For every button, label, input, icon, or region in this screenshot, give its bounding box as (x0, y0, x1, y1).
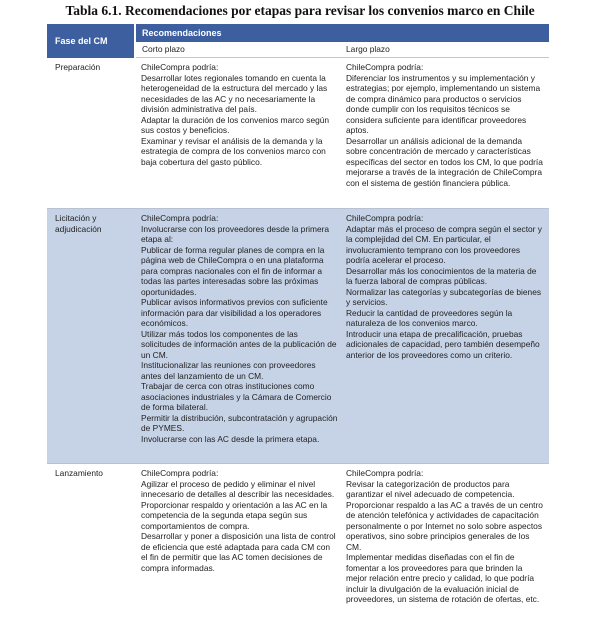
recommendation-item: Reducir la cantidad de proveedores según la naturaleza de los convenios marco. (346, 307, 513, 328)
cell-intro: ChileCompra podría: (346, 468, 424, 478)
recommendations-table (47, 24, 549, 628)
header-corto-plazo: Corto plazo (135, 42, 342, 58)
phase-cell: Lanzamiento (55, 468, 103, 478)
recommendation-item: Utilizar más todos los componentes de las solicitudes de información antes de la publicación de un CM. (141, 328, 337, 360)
recommendation-item: Proporcionar respaldo y orientación a las AC en la competencia de la segunda etapa según sus comportamientos de compra. (141, 499, 328, 531)
phase-cell: Preparación (47, 58, 135, 209)
recommendation-item: Desarrollar lotes regionales tomando en cuenta la heterogeneidad de la estructura del mercado y las necesidades de las AC y no necesariamente la división administrativa del país. (141, 72, 328, 114)
recommendation-item: Publicar avisos informativos previos con suficiente información para dar visibilidad a los operadores económicos. (141, 297, 328, 328)
recommendation-item: Involucrarse con las AC desde la primera etapa. (141, 433, 320, 444)
phase-cell: Licitación y adjudicación (47, 209, 135, 464)
recommendation-item: Institucionalizar las reuniones con proveedores antes del lanzamiento de un CM. (141, 360, 316, 381)
recommendation-item: Desarrollar y poner a disposición una lista de control de eficiencia que esté adaptada para cada CM con el fin de permitir que las AC tomen decisiones de compra informadas. (141, 531, 336, 573)
header-fase: Fase del CM (47, 24, 135, 58)
recommendation-item: Desarrollar un análisis adicional de la demanda sobre concentración de mercado y características específicas del sector en todos los CM, lo que podría mejorarse a través de la integración de ChileCompra con el sistema de gestión financiera pública. (346, 135, 543, 188)
cell-intro: ChileCompra podría: (141, 213, 219, 223)
largo-cell (342, 464, 549, 629)
table-row (47, 209, 549, 464)
recommendation-item: Normalizar las categorías y subcategorías de bienes y servicios. (346, 286, 542, 307)
cell-intro: ChileCompra podría: (141, 62, 219, 72)
header-row-main (47, 24, 549, 42)
cell-intro: ChileCompra podría: (346, 62, 424, 72)
recommendation-item: Examinar y revisar el análisis de la demanda y la estrategia de compra de los convenios marco con baja cobertura del gasto público. (141, 135, 326, 167)
corto-cell (135, 58, 342, 209)
cell-intro: ChileCompra podría: (346, 213, 424, 223)
recommendation-item: Involucrarse con los proveedores desde la primera etapa al: (141, 223, 330, 244)
table-title: Tabla 6.1. Recomendaciones por etapas para revisar los convenios marco en Chile (65, 3, 535, 18)
corto-cell (135, 209, 342, 464)
largo-cell (342, 58, 549, 209)
recommendation-item: Publicar de forma regular planes de compra en la página web de ChileCompra o en una plataforma para compras nacionales con el fin de informar a todas las partes interesadas sobre las próximas oportunidades. (141, 244, 325, 297)
recommendation-item: Diferenciar los instrumentos y su implementación y estrategias; por ejemplo, implementando un sistema de compra dinámico para productos o servicios donde cumplir con los requisitos técnicos se considera suficiente para identificar proveedores aptos. (346, 72, 541, 135)
recommendation-item: Trabajar de cerca con otras instituciones como asociaciones industriales y la Cámara de Comercio de forma bilateral. (141, 381, 332, 412)
recommendation-item: Agilizar el proceso de pedido y eliminar el nivel innecesario de detalles al describir las necesidades. (141, 478, 335, 499)
recommendation-item: Introducir una etapa de precalificación, pruebas adicionales de capacidad, pero también desempeño anterior de los proveedores como un criterio. (346, 328, 540, 360)
recommendation-item: Desarrollar más los conocimientos de la materia de la fuerza laboral de compras públicas. (346, 265, 537, 286)
recommendation-item: Proporcionar respaldo a las AC a través de un centro de atención telefónica y actividades de capacitación personalmente o por Internet no solo sobre aspectos operativos, sino sobre principios generales de los CM. (346, 499, 543, 552)
table-row (47, 58, 549, 209)
recommendation-item: Implementar medidas diseñadas con el fin de fomentar a los proveedores para que brinden la mejor relación entre precio y calidad, lo que podría incluir la divulgación de la evaluación inicial de proveedores, un sistema de rotación de ofertas, etc. (346, 552, 540, 604)
corto-cell (135, 464, 342, 629)
header-largo-plazo: Largo plazo (342, 42, 549, 58)
table-row (47, 464, 549, 629)
cell-intro: ChileCompra podría: (141, 468, 219, 478)
largo-cell (342, 209, 549, 464)
recommendation-item: Adaptar la duración de los convenios marco según sus costos y beneficios. (141, 114, 330, 135)
header-recomendaciones: Recomendaciones (135, 24, 549, 42)
recommendation-item: Permitir la distribución, subcontratación y agrupación de PYMES. (141, 412, 338, 433)
recommendation-item: Revisar la categorización de productos para garantizar el nivel adecuado de competencia. (346, 478, 515, 499)
recommendation-item: Adaptar más el proceso de compra según el sector y la complejidad del CM. En particular, el involucramiento temprano con los proveedores podría acelerar el proceso. (346, 223, 542, 265)
